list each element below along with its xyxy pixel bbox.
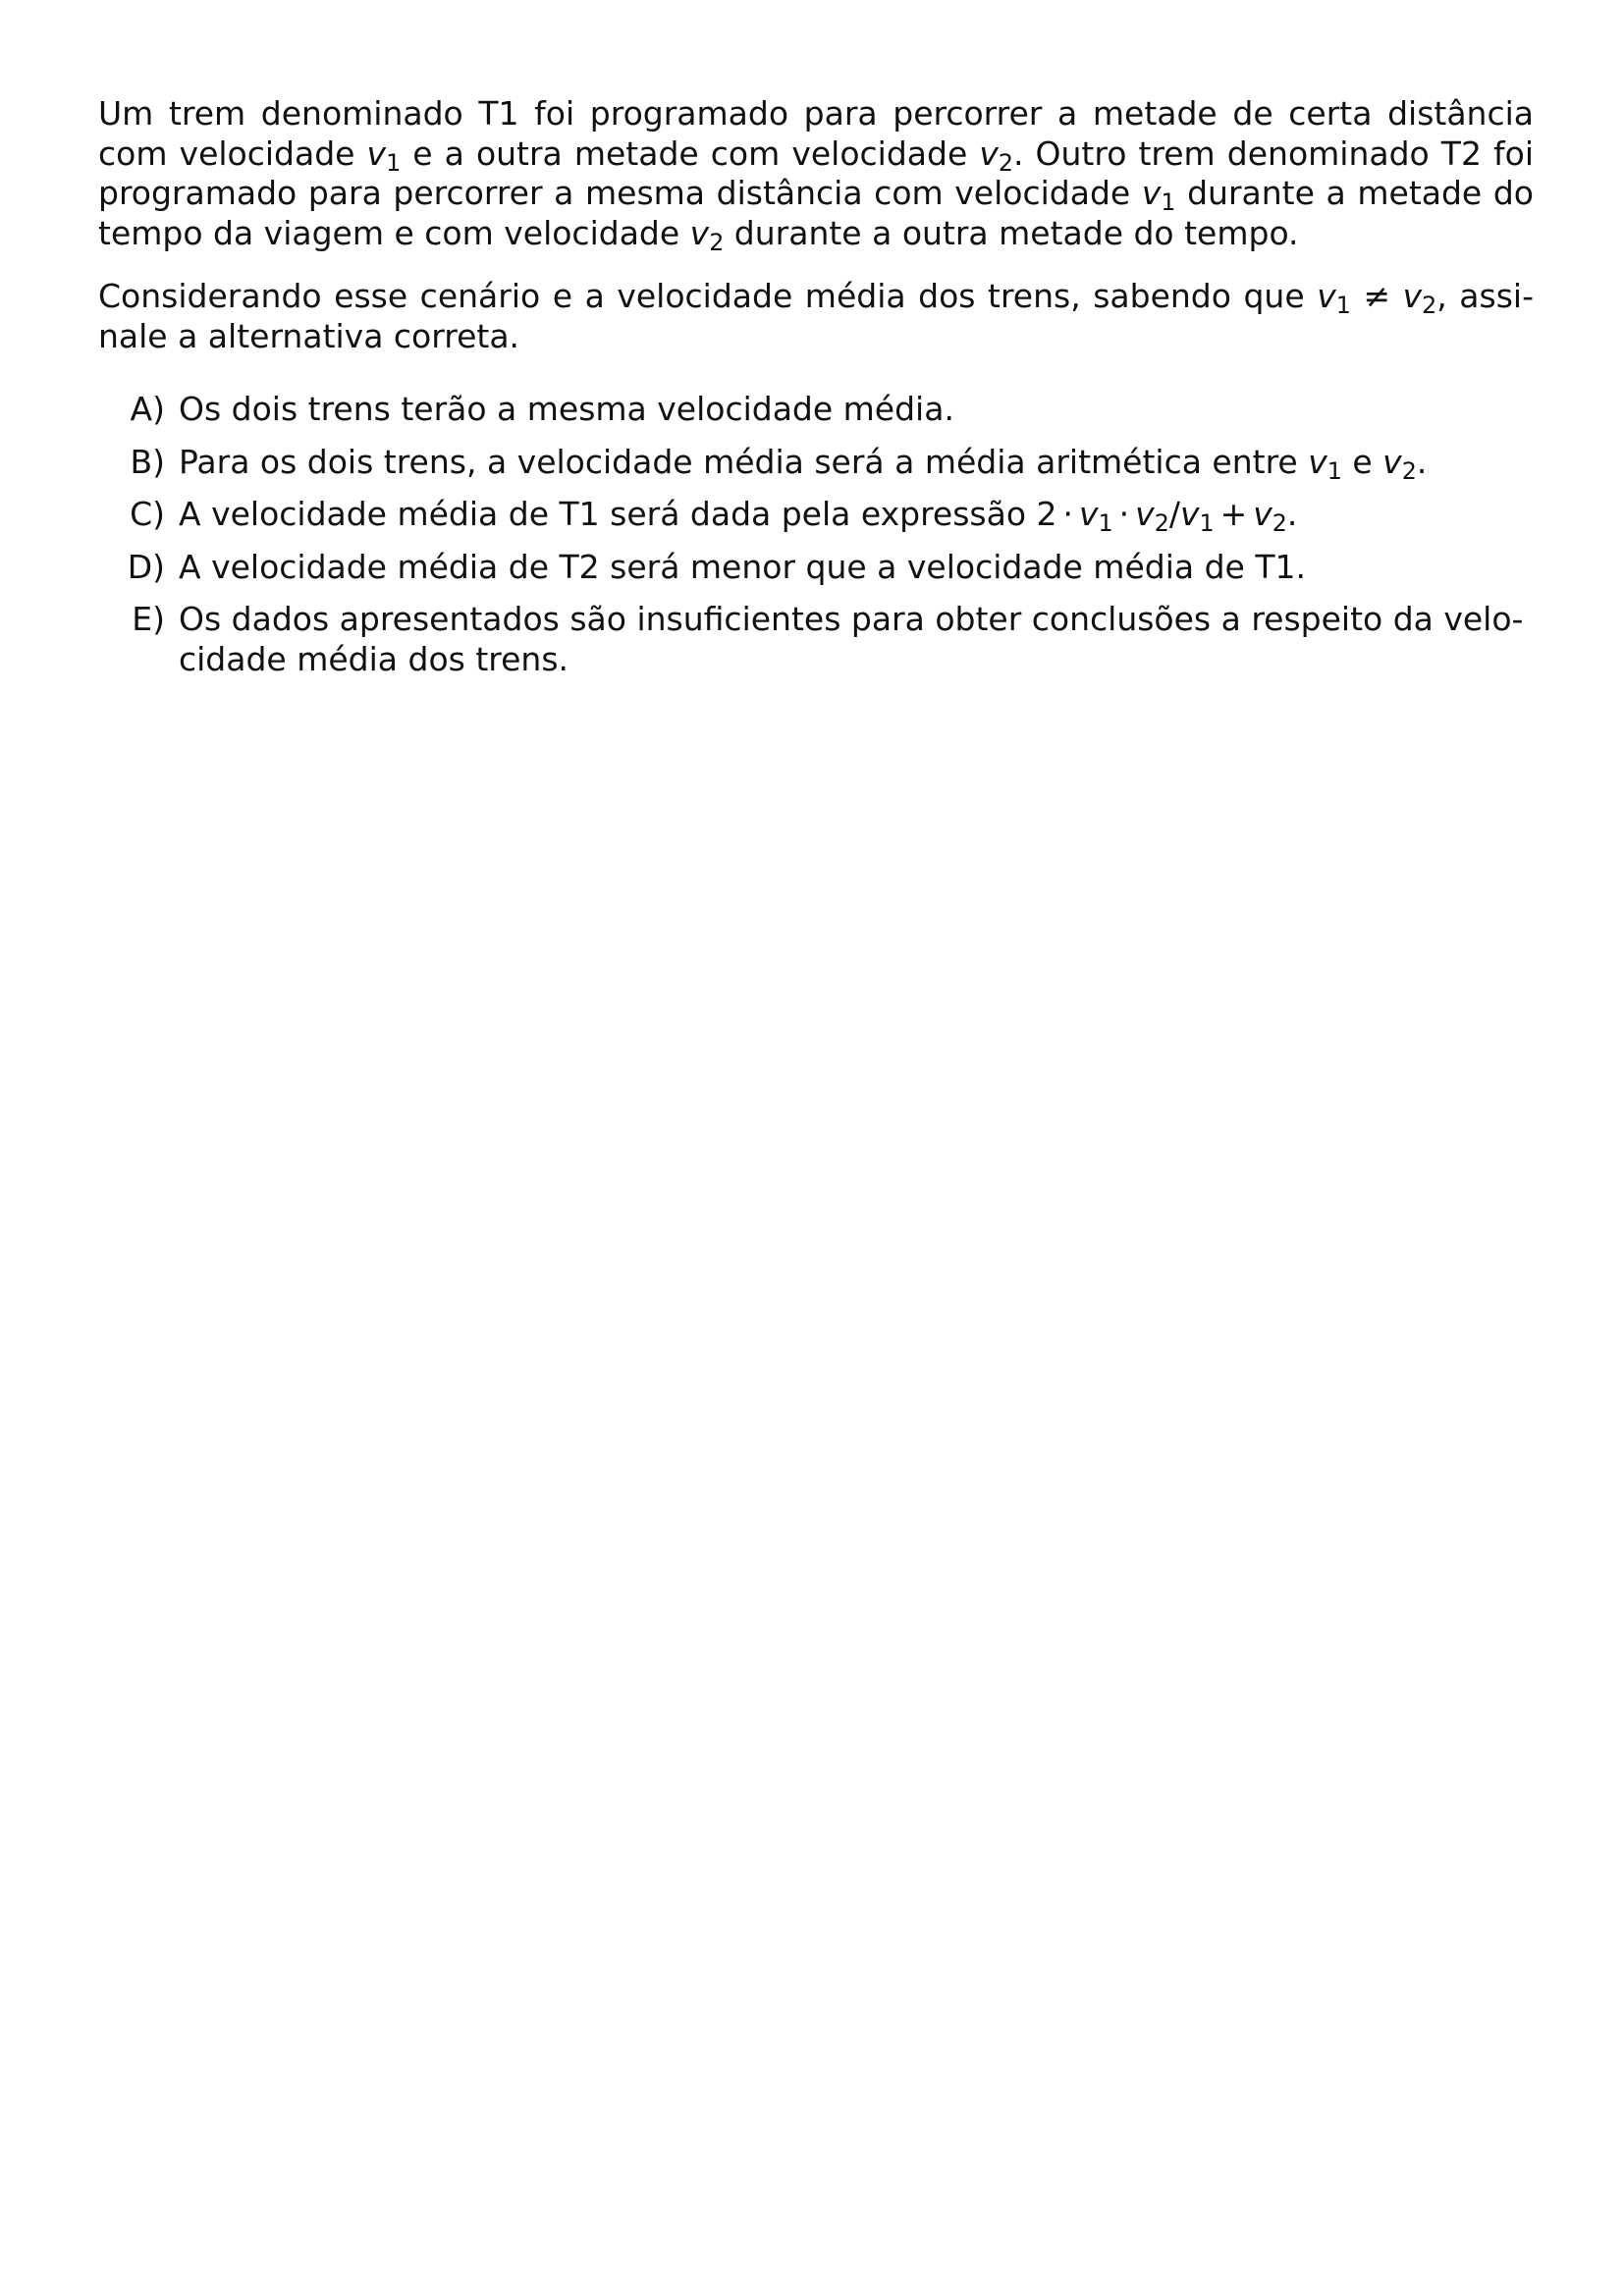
option-letter: D)	[127, 547, 165, 586]
dot-operator: ·	[1118, 495, 1130, 533]
option-text: A velocidade média de T1 será dada pela expressão $2 \cdot v_1 \cdot v_2/v_1 + v_2$.	[179, 495, 1298, 537]
variable-v1: $v_1$	[1179, 495, 1215, 537]
option-c[interactable]	[98, 495, 1534, 535]
variable-v1: $v_1$	[366, 133, 402, 177]
question-prompt	[98, 277, 1534, 356]
statement-text: Um trem denominado T1 foi programado para percorrer a metade de certa distância com velocidade	[98, 94, 1534, 173]
plus-operator: +	[1219, 495, 1248, 533]
variable-v1: $v_1$	[1141, 174, 1176, 216]
dot-operator: ·	[1062, 495, 1073, 533]
statement-text: durante a metade do tempo da viagem e com velocidade	[98, 174, 1534, 252]
variable-v1: $v_1$	[1079, 495, 1113, 537]
option-letter: E)	[132, 600, 165, 638]
option-a[interactable]	[98, 390, 1534, 430]
prompt-text: Considerando esse cenário e a velocidade média dos trens, sabendo que	[98, 277, 1318, 315]
option-letter: B)	[130, 442, 165, 481]
answer-options	[98, 390, 1534, 679]
prompt-text: , assinale a alternativa correta.	[98, 277, 1534, 355]
option-text: Para os dois trens, a velocidade média será a média aritmética entre $v_1$ e $v_2$.	[179, 442, 1428, 485]
variable-v2: $v_2$	[1382, 442, 1417, 485]
variable-v2: $v_2$	[689, 213, 725, 256]
variable-v1: $v_1$	[1308, 442, 1342, 485]
question-page	[98, 94, 1534, 692]
option-b[interactable]	[98, 443, 1534, 483]
option-e[interactable]	[98, 600, 1534, 679]
slash-operator: /	[1168, 495, 1180, 533]
statement-text: durante a outra metade do tempo.	[724, 213, 1299, 252]
variable-v1: $v_1$	[1317, 277, 1351, 319]
option-letter: A)	[130, 390, 165, 428]
option-d[interactable]	[98, 548, 1534, 588]
question-statement	[98, 94, 1534, 256]
not-equal-sign: ≠	[1350, 277, 1403, 315]
statement-text: e a outra metade com velocidade	[401, 133, 980, 173]
variable-v2: $v_2$	[979, 133, 1013, 177]
option-letter: C)	[130, 495, 165, 533]
option-text: A velocidade média de T2 será menor que a velocidade média de T1.	[179, 547, 1306, 586]
statement-text: . Outro trem denominado T2 foi programado para percorrer a mesma distância com velocidade	[98, 133, 1534, 212]
variable-v2: $v_2$	[1135, 495, 1169, 537]
variable-v2: $v_2$	[1253, 495, 1287, 537]
option-text: Os dados apresentados são insuficientes para obter conclusões a respeito da velocidade média dos trens.	[179, 600, 1524, 678]
variable-v2: $v_2$	[1402, 277, 1437, 319]
option-text: Os dois trens terão a mesma velocidade média.	[179, 390, 954, 428]
